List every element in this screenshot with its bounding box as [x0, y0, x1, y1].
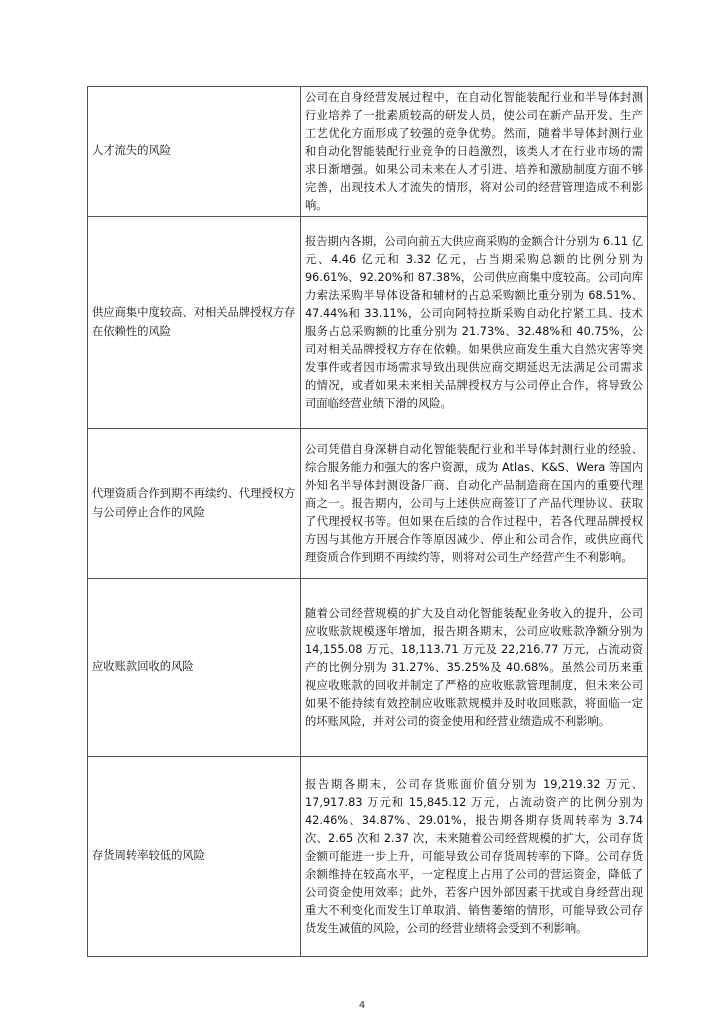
table-row [88, 757, 648, 957]
risk-table [87, 86, 648, 957]
risk-name-cell: 代理资质合作到期不再续约、代理授权方与公司停止合作的风险 [88, 429, 301, 579]
risk-description-cell: 报告期各期末，公司存货账面价值分别为 19,219.32 万元、17,917.83 万元和 15,845.12 万元，占流动资产的比例分别为 42.46%、34.87%、29.01%，报告期各期存货周转率为 3.74 次、2.65 次和 2.37 次，未来随着公司经营规模的扩大，公司存货金额可能进一步上升，可能导致公司存货周转率的下降。公司存货余额维持在较高水平，一定程度上占用了公司的营运资金，降低了公司资金使用效率；此外，若客户因外部因素干扰或自身经营出现重大不利变化而发生订单取消、销售萎缩的情形，可能导致公司存货发生减值的风险，公司的经营业绩将会受到不利影响。 [301, 757, 648, 957]
risk-description-cell: 报告期内各期，公司向前五大供应商采购的金额合计分别为 6.11 亿元、4.46 亿元和 3.32 亿元，占当期采购总额的比例分别为 96.61%、92.20%和 87.38%，公司供应商集中度较高。公司向库力索法采购半导体设备和辅材的占总采购额比重分别为 68.51%、47.44%和 33.11%，公司向阿特拉斯采购自动化拧紧工具、技术服务占总采购额的比重分别为 21.73%、32.48%和 40.75%，公司对相关品牌授权方存在依赖。如果供应商发生重大自然灾害等突发事件或者因市场需求导致出现供应商交期延迟无法满足公司需求的情况，或者如果未来相关品牌授权方与公司停止合作，将导致公司面临经营业绩下滑的风险。 [301, 217, 648, 429]
table-row [88, 579, 648, 757]
risk-description-cell: 公司在自身经营发展过程中，在自动化智能装配行业和半导体封测行业培养了一批素质较高的研发人员，使公司在新产品开发、生产工艺优化方面形成了较强的竞争优势。然而，随着半导体封测行业和自动化智能装配行业竞争的日趋激烈，该类人才在行业市场的需求日渐增强。如果公司未来在人才引进、培养和激励制度方面不够完善，出现技术人才流失的情形，将对公司的经营管理造成不利影响。 [301, 87, 648, 217]
risk-name-cell: 应收账款回收的风险 [88, 579, 301, 757]
table-row [88, 87, 648, 217]
table-row [88, 429, 648, 579]
page-number: 4 [358, 1000, 366, 1011]
risk-description-cell: 随着公司经营规模的扩大及自动化智能装配业务收入的提升，公司应收账款规模逐年增加，报告期各期末，公司应收账款净额分别为 14,155.08 万元、18,113.71 万元及 22,216.77 万元，占流动资产的比例分别为 31.27%、35.25%及 40.68%。虽然公司历来重视应收账款的回收并制定了严格的应收账款管理制度，但未来公司如果不能持续有效控制应收账款规模并及时收回账款，将面临一定的坏账风险，并对公司的资金使用和经营业绩造成不利影响。 [301, 579, 648, 757]
risk-name-cell: 人才流失的风险 [88, 87, 301, 217]
table-row [88, 217, 648, 429]
risk-name-cell: 供应商集中度较高、对相关品牌授权方存在依赖性的风险 [88, 217, 301, 429]
risk-description-cell: 公司凭借自身深耕自动化智能装配行业和半导体封测行业的经验、综合服务能力和强大的客户资源，成为 Atlas、K&S、Wera 等国内外知名半导体封测设备厂商、自动化产品制造商在国内的重要代理商之一。报告期内，公司与上述供应商签订了产品代理协议、获取了代理授权书等。但如果在后续的合作过程中，若各代理品牌授权方因与其他方开展合作等原因减少、停止和公司合作，或供应商代理资质合作到期不再续约等，则将对公司生产经营产生不利影响。 [301, 429, 648, 579]
risk-name-cell: 存货周转率较低的风险 [88, 757, 301, 957]
